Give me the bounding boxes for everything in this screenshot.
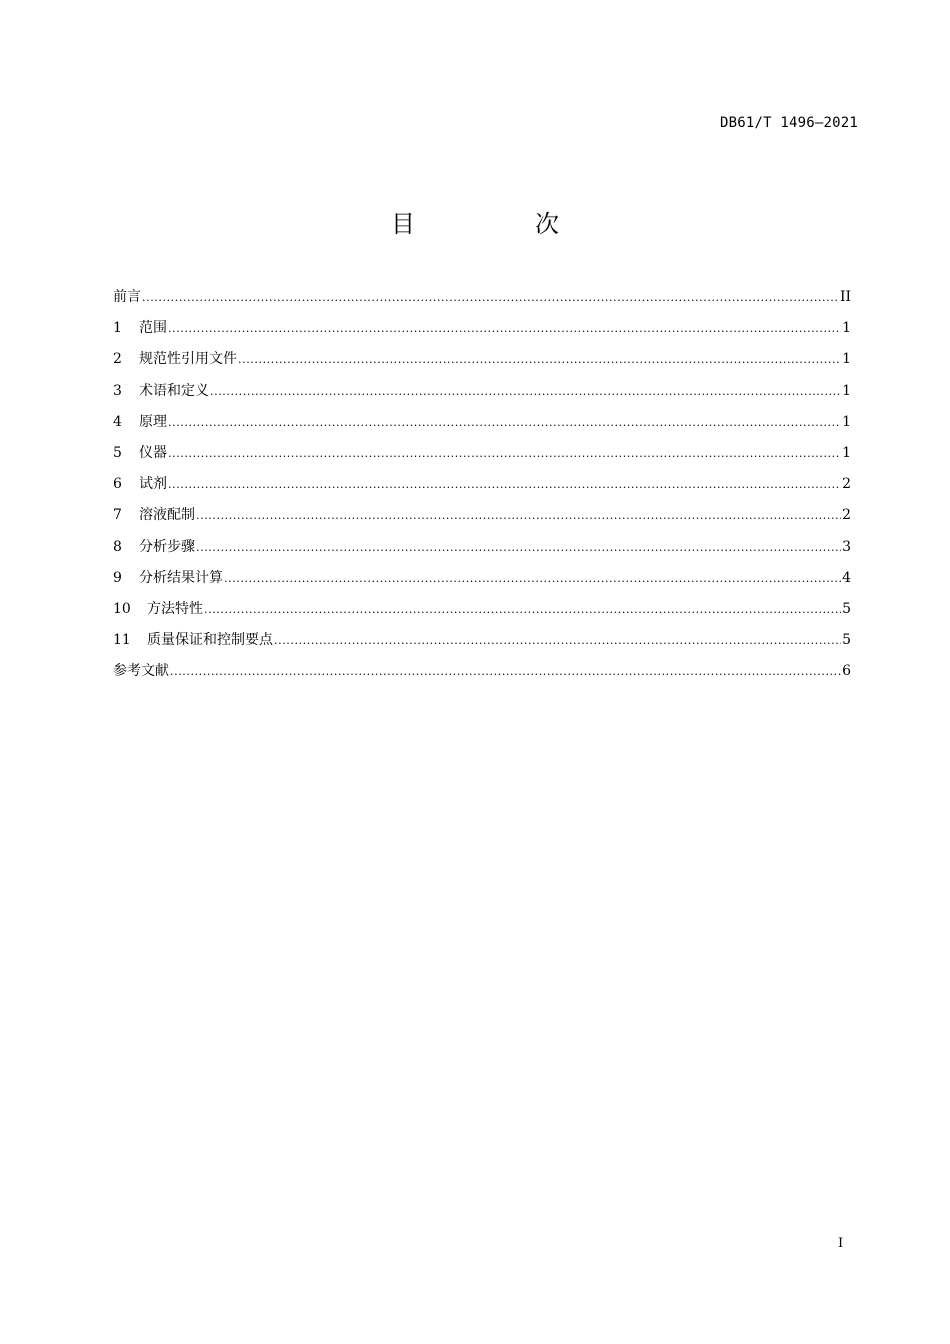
- toc-entry-text: 范围: [139, 320, 167, 337]
- toc-entry-number: 11: [113, 632, 131, 649]
- toc-entry-page: 1: [842, 351, 851, 368]
- standard-code: DB61/T 1496—2021: [719, 115, 858, 131]
- toc-entry-10[interactable]: [113, 598, 851, 629]
- toc-leader-dots: [170, 661, 841, 683]
- toc-leader-dots: [168, 474, 841, 496]
- toc-entry-text: 方法特性: [147, 600, 203, 617]
- toc-entry-1[interactable]: [113, 317, 851, 348]
- toc-entry-number: 10: [113, 600, 131, 617]
- toc-leader-dots: [196, 537, 841, 559]
- toc-title: 目 次: [391, 210, 607, 238]
- toc-entry-text: 规范性引用文件: [139, 351, 237, 368]
- table-of-contents: [113, 286, 851, 691]
- toc-entry-number: 3: [113, 382, 122, 399]
- toc-entry-7[interactable]: [113, 504, 851, 535]
- toc-entry-text: 仪器: [139, 444, 167, 461]
- toc-entry-page: II: [839, 289, 851, 305]
- toc-entry-number: 2: [113, 351, 122, 368]
- toc-entry-text: 前言: [113, 289, 141, 305]
- toc-entry-text: 溶液配制: [139, 507, 195, 524]
- toc-entry-text: 原理: [139, 413, 167, 430]
- toc-entry-page: 1: [842, 320, 851, 337]
- page-number: I: [838, 1236, 844, 1251]
- toc-entry-references[interactable]: [113, 660, 851, 691]
- toc-entry-text: 试剂: [139, 476, 167, 493]
- toc-leader-dots: [168, 318, 841, 340]
- toc-leader-dots: [238, 349, 841, 371]
- toc-entry-5[interactable]: [113, 442, 851, 473]
- toc-leader-dots: [210, 381, 841, 403]
- toc-entry-number: 7: [113, 507, 122, 524]
- toc-entry-page: 2: [842, 476, 851, 493]
- toc-entry-text: 分析结果计算: [139, 569, 223, 586]
- toc-entry-page: 1: [842, 444, 851, 461]
- toc-entry-3[interactable]: [113, 380, 851, 411]
- toc-entry-page: 1: [842, 382, 851, 399]
- toc-entry-text: 分析步骤: [139, 538, 195, 555]
- toc-leader-dots: [168, 443, 841, 465]
- toc-leader-dots: [142, 287, 839, 309]
- toc-leader-dots: [168, 412, 841, 434]
- toc-entry-page: 3: [842, 538, 851, 555]
- toc-entry-foreword[interactable]: [113, 286, 851, 317]
- toc-entry-9[interactable]: [113, 567, 851, 598]
- toc-entry-number: 4: [113, 413, 122, 430]
- toc-entry-6[interactable]: [113, 473, 851, 504]
- toc-leader-dots: [274, 630, 841, 652]
- toc-entry-number: 8: [113, 538, 122, 555]
- toc-entry-number: 6: [113, 476, 122, 493]
- toc-entry-number: 5: [113, 444, 122, 461]
- toc-entry-page: 5: [842, 632, 851, 649]
- toc-entry-page: 6: [842, 663, 851, 680]
- toc-entry-8[interactable]: [113, 536, 851, 567]
- toc-entry-number: 9: [113, 569, 122, 586]
- toc-leader-dots: [204, 599, 841, 621]
- toc-entry-text: 术语和定义: [139, 382, 209, 399]
- toc-entry-text: 质量保证和控制要点: [147, 632, 273, 649]
- toc-leader-dots: [196, 505, 841, 527]
- toc-leader-dots: [224, 568, 841, 590]
- toc-entry-page: 5: [842, 600, 851, 617]
- toc-entry-2[interactable]: [113, 348, 851, 379]
- toc-entry-page: 1: [842, 413, 851, 430]
- toc-entry-page: 4: [842, 569, 851, 586]
- toc-entry-11[interactable]: [113, 629, 851, 660]
- toc-entry-page: 2: [842, 507, 851, 524]
- toc-entry-number: 1: [113, 320, 122, 337]
- toc-entry-text: 参考文献: [113, 663, 169, 680]
- toc-entry-4[interactable]: [113, 411, 851, 442]
